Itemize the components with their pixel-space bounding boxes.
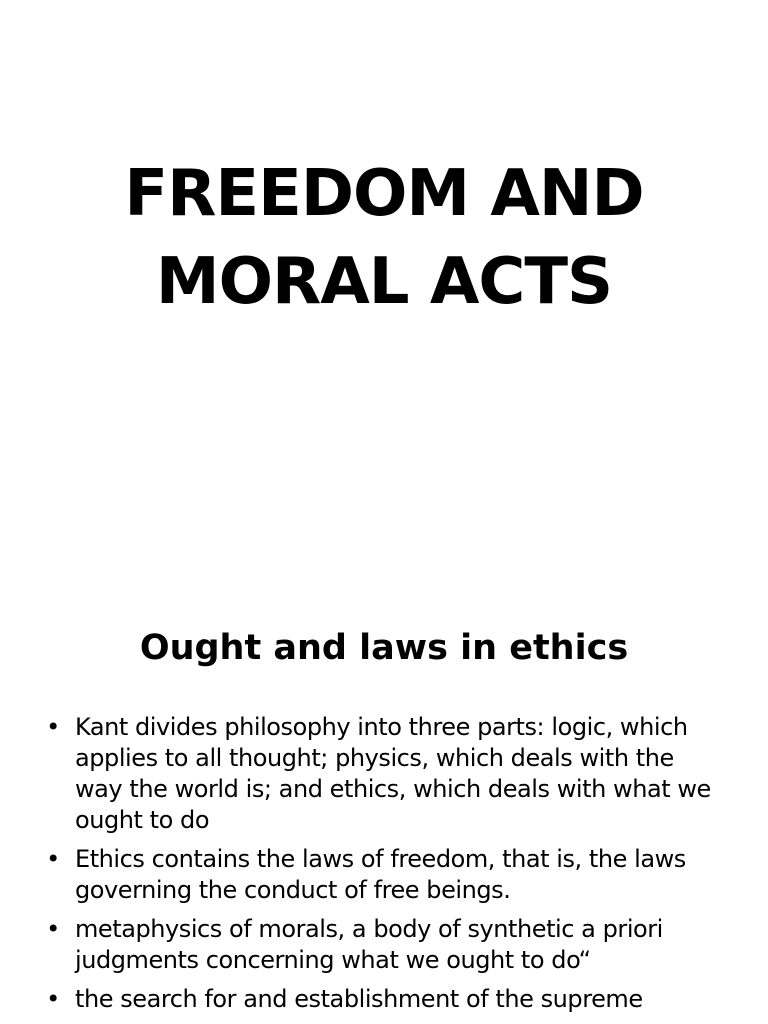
bullet-text: Ethics contains the laws of freedom, that is, the laws governing the conduct of free beings. [75,845,686,904]
bullet-item [40,914,728,976]
slide-title [0,150,768,326]
bullet-text: metaphysics of morals, a body of synthetic a priori judgments concerning what we ought to do“ [75,915,663,974]
bullet-item [40,844,728,906]
bullet-icon: • [46,915,60,943]
bullet-item [40,712,728,836]
bullet-icon: • [46,845,60,873]
slide-title-line-2: MORAL ACTS [155,245,613,319]
bullet-item [40,984,728,1015]
bullet-icon: • [46,985,60,1013]
content-slide [0,576,768,1024]
slide-title-line-1: FREEDOM AND [124,157,644,231]
bullet-text: Kant divides philosophy into three parts: logic, which applies to all thought; physics, which deals with the way the world is; and ethics, which deals with what we ought to do [75,713,711,834]
bullet-icon: • [46,713,60,741]
section-title: Ought and laws in ethics [139,628,629,668]
bullet-list [40,712,728,1023]
bullet-text: the search for and establishment of the supreme [75,985,643,1013]
